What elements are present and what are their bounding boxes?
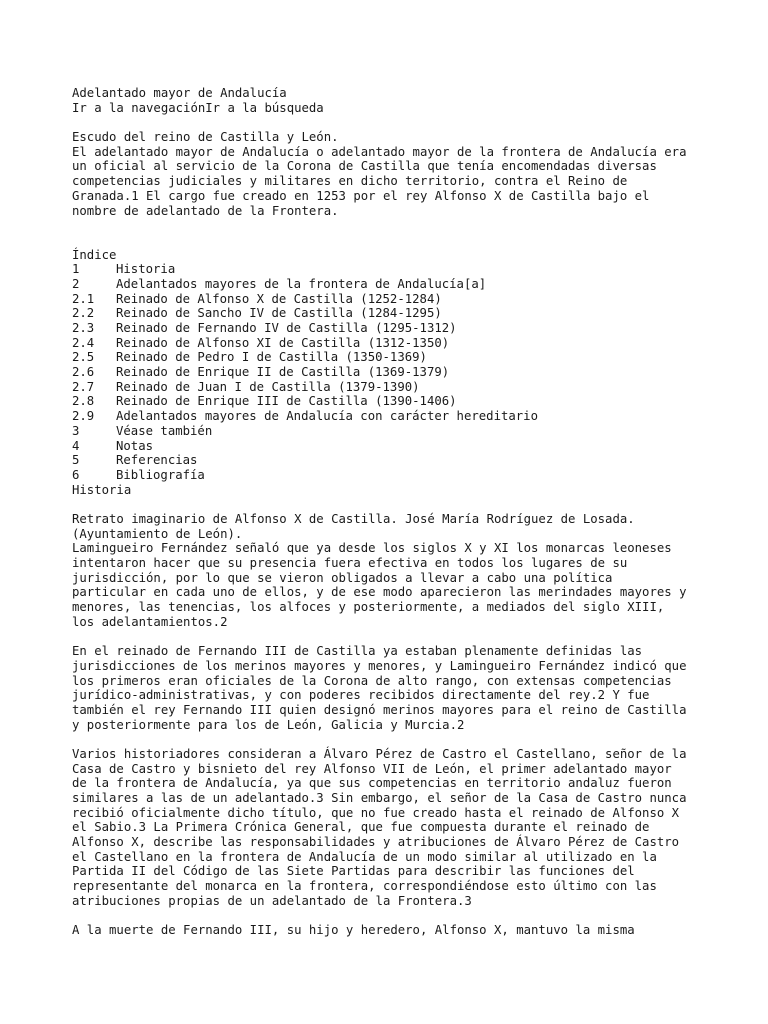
toc-link[interactable]: Adelantados mayores de Andalucía con carácter hereditario <box>116 409 538 424</box>
toc-link[interactable]: Reinado de Juan I de Castilla (1379-1390) <box>116 379 420 394</box>
paragraph-line: particular en cada uno de ellos, y de ese modo aparecieron las merindades mayores y <box>72 585 687 600</box>
intro-line: competencias judiciales y militares en dicho territorio, contra el Reino de <box>72 174 628 189</box>
nav-links[interactable]: Ir a la navegaciónIr a la búsqueda <box>72 100 324 115</box>
paragraph-line: y posteriormente para los de León, Galicia y Murcia.2 <box>72 717 465 732</box>
paragraph-line: Alfonso X, describe las responsabilidades y atribuciones de Álvaro Pérez de Castro <box>72 835 680 850</box>
toc-item[interactable] <box>72 424 712 439</box>
spacer <box>72 909 712 924</box>
table-of-contents <box>72 248 712 483</box>
toc-item[interactable] <box>72 306 712 321</box>
toc-link[interactable]: Adelantados mayores de la frontera de Andalucía[a] <box>116 276 487 291</box>
intro-line: un oficial al servicio de la Corona de Castilla que tenía encomendadas diversas <box>72 159 657 174</box>
paragraph-line: de la frontera de Andalucía, ya que sus competencias en territorio andaluz fueron <box>72 776 672 791</box>
image-caption-escudo: Escudo del reino de Castilla y León. <box>72 130 339 145</box>
caption-line: (Ayuntamiento de León). <box>72 526 243 541</box>
toc-link[interactable]: Reinado de Alfonso XI de Castilla (1312-1350) <box>116 335 450 350</box>
toc-item[interactable] <box>72 321 712 336</box>
paragraph-line: también el rey Fernando III quien designó merinos mayores para el reino de Castilla <box>72 702 687 717</box>
toc-number: 2.2 <box>72 306 95 321</box>
toc-number: 2.9 <box>72 409 95 424</box>
paragraph-line: A la muerte de Fernando III, su hijo y heredero, Alfonso X, mantuvo la misma <box>72 923 635 938</box>
caption-line: Retrato imaginario de Alfonso X de Castilla. José María Rodríguez de Losada. <box>72 511 635 526</box>
toc-item[interactable] <box>72 336 712 351</box>
toc-number: 3 <box>72 423 80 438</box>
toc-item[interactable] <box>72 365 712 380</box>
toc-link[interactable]: Reinado de Alfonso X de Castilla (1252-1284) <box>116 291 442 306</box>
paragraph-line: jurisdicción, por lo que se vieron obligados a llevar a cabo una política <box>72 570 613 585</box>
paragraph-line: el Sabio.3 La Primera Crónica General, que fue compuesta durante el reinado de <box>72 820 650 835</box>
toc-number: 4 <box>72 438 80 453</box>
toc-number: 2.5 <box>72 350 95 365</box>
spacer <box>72 115 712 130</box>
toc-item[interactable] <box>72 277 712 292</box>
paragraph-line: jurídico-administrativas, y con poderes recibidos directamente del rey.2 Y fue <box>72 688 650 703</box>
paragraph-line: intentaron hacer que su presencia fuera efectiva en todos los lugares de su <box>72 556 628 571</box>
toc-item[interactable] <box>72 380 712 395</box>
toc-number: 5 <box>72 453 80 468</box>
toc-link[interactable]: Reinado de Sancho IV de Castilla (1284-1295) <box>116 306 442 321</box>
paragraph-line: jurisdicciones de los merinos mayores y menores, y Lamingueiro Fernández indicó que <box>72 658 687 673</box>
intro-line: nombre de adelantado de la Frontera. <box>72 203 339 218</box>
paragraph-2 <box>72 644 712 732</box>
paragraph-line: los primeros eran oficiales de la Corona de alto rango, con extensas competencias <box>72 673 672 688</box>
toc-number: 2.3 <box>72 321 95 336</box>
paragraph-line: los adelantamientos.2 <box>72 614 228 629</box>
spacer <box>72 629 712 644</box>
toc-item[interactable] <box>72 439 712 454</box>
toc-link[interactable]: Véase también <box>116 423 213 438</box>
toc-link[interactable]: Reinado de Enrique II de Castilla (1369-1379) <box>116 365 450 380</box>
toc-link[interactable]: Reinado de Pedro I de Castilla (1350-1369) <box>116 350 427 365</box>
paragraph-line: el Castellano en la frontera de Andalucía de un modo similar al utilizado en la <box>72 849 657 864</box>
spacer <box>72 218 712 247</box>
paragraph-line: Casa de Castro y bisnieto del rey Alfonso VII de León, el primer adelantado mayor <box>72 761 672 776</box>
image-caption-retrato <box>72 512 712 541</box>
spacer <box>72 732 712 747</box>
toc-link[interactable]: Bibliografía <box>116 467 205 482</box>
paragraph-3 <box>72 747 712 909</box>
toc-heading: Índice <box>72 247 117 262</box>
toc-number: 6 <box>72 467 80 482</box>
toc-link[interactable]: Reinado de Fernando IV de Castilla (1295-1312) <box>116 321 457 336</box>
paragraph-4 <box>72 923 712 938</box>
document-page <box>72 86 712 938</box>
paragraph-line: representante del monarca en la frontera, correspondiéndose esto último con las <box>72 879 657 894</box>
toc-item[interactable] <box>72 394 712 409</box>
paragraph-line: Partida II del Código de las Siete Partidas para describir las funciones del <box>72 864 635 879</box>
toc-number: 2.8 <box>72 394 95 409</box>
toc-number: 2.6 <box>72 365 95 380</box>
paragraph-line: atribuciones propias de un adelantado de la Frontera.3 <box>72 893 472 908</box>
intro-paragraph <box>72 145 712 218</box>
section-heading-historia: Historia <box>72 482 132 497</box>
paragraph-1 <box>72 541 712 629</box>
paragraph-line: Varios historiadores consideran a Álvaro Pérez de Castro el Castellano, señor de la <box>72 746 687 761</box>
intro-line: Granada.1 El cargo fue creado en 1253 por el rey Alfonso X de Castilla bajo el <box>72 188 650 203</box>
intro-line: El adelantado mayor de Andalucía o adelantado mayor de la frontera de Andalucía era <box>72 144 687 159</box>
spacer <box>72 497 712 512</box>
paragraph-line: Lamingueiro Fernández señaló que ya desde los siglos X y XI los monarcas leoneses <box>72 541 672 556</box>
toc-link[interactable]: Historia <box>116 262 176 277</box>
toc-link[interactable]: Notas <box>116 438 154 453</box>
toc-item[interactable] <box>72 350 712 365</box>
toc-item[interactable] <box>72 409 712 424</box>
paragraph-line: En el reinado de Fernando III de Castilla ya estaban plenamente definidas las <box>72 644 643 659</box>
toc-link[interactable]: Reinado de Enrique III de Castilla (1390-1406) <box>116 394 457 409</box>
toc-link[interactable]: Referencias <box>116 453 198 468</box>
paragraph-line: similares a las de un adelantado.3 Sin embargo, el señor de la Casa de Castro nunca <box>72 791 687 806</box>
toc-item[interactable] <box>72 262 712 277</box>
toc-number: 2.4 <box>72 335 95 350</box>
toc-number: 2 <box>72 276 80 291</box>
toc-number: 2.1 <box>72 291 95 306</box>
toc-item[interactable] <box>72 468 712 483</box>
paragraph-line: menores, las tenencias, los alfoces y posteriormente, a mediados del siglo XIII, <box>72 600 665 615</box>
toc-item[interactable] <box>72 292 712 307</box>
page-title: Adelantado mayor de Andalucía <box>72 86 287 100</box>
toc-number: 2.7 <box>72 379 95 394</box>
paragraph-line: recibió oficialmente dicho título, que no fue creado hasta el reinado de Alfonso X <box>72 805 680 820</box>
toc-item[interactable] <box>72 453 712 468</box>
toc-number: 1 <box>72 262 80 277</box>
